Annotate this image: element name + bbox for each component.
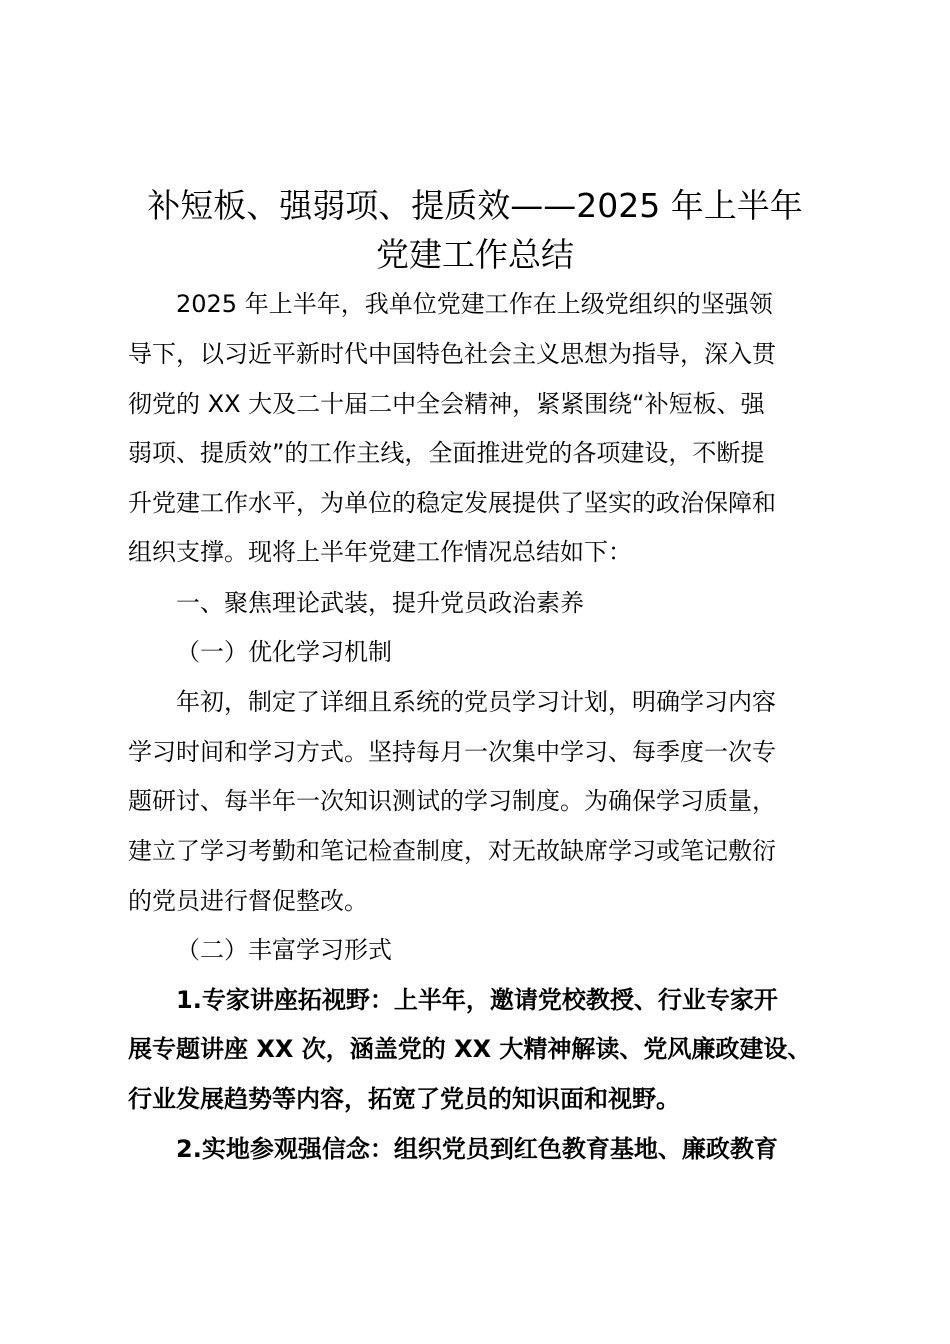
item-2-line: 2.实地参观强信念：组织党员到红色教育基地、廉政教育	[176, 1135, 778, 1163]
subsection-1-line: 建立了学习考勤和笔记检查制度，对无故缺席学习或笔记敷衍	[128, 837, 776, 865]
intro-paragraph-line: 导下，以习近平新时代中国特色社会主义思想为指导，深入贯	[128, 340, 776, 368]
subsection-1-line: 的党员进行督促整改。	[128, 887, 368, 915]
intro-paragraph-line: 弱项、提质效”的工作主线，全面推进党的各项建设，不断提	[128, 439, 765, 467]
intro-paragraph-line: 组织支撑。现将上半年党建工作情况总结如下：	[128, 538, 632, 566]
subsection-1-line: 题研讨、每半年一次知识测试的学习制度。为确保学习质量，	[128, 787, 776, 815]
document-title-line-1: 补短板、强弱项、提质效——2025 年上半年	[147, 186, 803, 225]
subsection-1-line: 年初，制定了详细且系统的党员学习计划，明确学习内容	[176, 688, 776, 716]
intro-paragraph-line: 2025 年上半年，我单位党建工作在上级党组织的坚强领	[176, 290, 773, 318]
item-1-line: 行业发展趋势等内容，拓宽了党员的知识面和视野。	[128, 1085, 680, 1113]
item-1-line: 展专题讲座 XX 次，涵盖党的 XX 大精神解读、党风廉政建设、	[128, 1035, 812, 1063]
subsection-1-heading: （一）优化学习机制	[176, 638, 392, 666]
subsection-1-line: 学习时间和学习方式。坚持每月一次集中学习、每季度一次专	[128, 738, 776, 766]
section-1-heading: 一、聚焦理论武装，提升党员政治素养	[176, 589, 584, 617]
intro-paragraph-line: 彻党的 XX 大及二十届二中全会精神，紧紧围绕“补短板、强	[128, 390, 765, 418]
document-title-line-2: 党建工作总结	[376, 235, 574, 274]
intro-paragraph-line: 升党建工作水平，为单位的稳定发展提供了坚实的政治保障和	[128, 489, 776, 517]
item-1-line: 1.专家讲座拓视野：上半年，邀请党校教授、行业专家开	[176, 986, 778, 1014]
subsection-2-heading: （二）丰富学习形式	[176, 936, 392, 964]
